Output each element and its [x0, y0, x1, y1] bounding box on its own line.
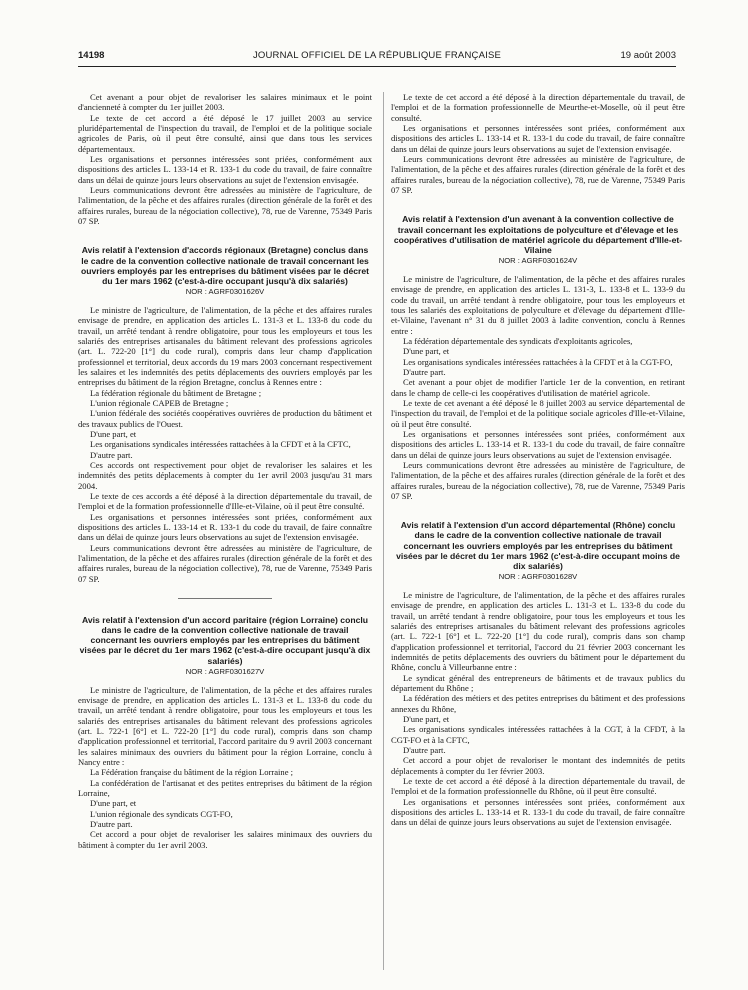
paragraph: D'une part, et: [90, 798, 137, 809]
paragraph: Cet avenant a pour objet de modifier l'article 1er de la convention, en retirant dans le champ de celle-ci les coopératives d'utilisation de matériel agricole.: [391, 377, 685, 398]
page-header: [78, 50, 676, 66]
paragraph: L'union régionale CAPEB de Bretagne ;: [90, 397, 229, 408]
paragraph: Leurs communications devront être adressées au ministère de l'agriculture, de l'alimentation, de la pêche et des affaires rurales (direction générale de la forêt et des affaires rurales, bureau de la négociation collective), 78, rue de Varenne, 75349 Paris 07 SP.: [391, 460, 685, 502]
paragraph: L'union régionale des syndicats CGT-FO,: [90, 808, 233, 819]
journal-title: JOURNAL OFFICIEL DE LA RÉPUBLIQUE FRANÇAISE: [252, 50, 502, 61]
paragraph: La confédération de l'artisanat et des petites entreprises du bâtiment de la région Lorraine,: [78, 777, 372, 799]
paragraph: D'autre part.: [90, 819, 133, 830]
paragraph: D'autre part.: [403, 366, 446, 377]
paragraph: Les organisations et personnes intéressées sont priées, conformément aux dispositions des articles L. 133-14 et R. 133-1 du code du travail, de faire connaître dans un délai de quinze jours leurs observations au sujet de l'extension envisagée.: [391, 428, 685, 460]
paragraph: Leurs communications devront être adressées au ministère de l'agriculture, de l'alimentation, de la pêche et des affaires rurales (direction générale de la forêt et des affaires rurales, bureau de la négociation collective), 78, rue de Varenne, 75349 Paris 07 SP.: [78, 542, 372, 584]
notice-title: Avis relatif à l'extension d'un avenant à la convention collective de travail concernant les exploitations de polyculture et d'élevage et les coopératives d'utilisation de matériel agricole du département d'Ille-et-Vilaine: [393, 214, 683, 255]
paragraph: Le texte de ces accords a été déposé à la direction départementale du travail, de l'emploi et de la formation professionnelle d'Ille-et-Vilaine, où il peut être consulté.: [78, 491, 372, 512]
paragraph: Le syndicat général des entrepreneurs de bâtiments et de travaux publics du département du Rhône ;: [391, 672, 685, 693]
paragraph: Le texte de cet avenant a été déposé le 8 juillet 2003 au service départemental de l'inspection du travail, de l'emploi et de la politique sociale agricoles d'Ille-et-Vilaine, où il peut être consulté.: [391, 397, 685, 429]
paragraph: Les organisations et personnes intéressées sont priées, conformément aux dispositions des articles L. 133-14 et R. 133-1 du code du travail, de faire connaître dans un délai de quinze jours leurs observations au sujet de l'extension envisagée.: [78, 154, 372, 185]
paragraph: Le ministre de l'agriculture, de l'alimentation, de la pêche et des affaires rurales envisage de prendre, en application des articles L. 131-3 et L. 133-8 du code du travail, un arrêté tendant à rendre obligatoire, pour tous les employeurs et tous les salariés des entreprises artisanales du bâtiment relevant des professions agricoles (art. L. 722-1 [6°] et L. 722-20 [1°] du code rural), compris dans son champ d'application professionnel et territorial, l'accord du 21 février 2003 concernant les indemnités de petits déplacements des ouvriers du bâtiment pour le département du Rhône, conclu à Villeurbanne entre :: [391, 589, 685, 673]
notice-lorraine: [78, 615, 372, 850]
paragraph: Le ministre de l'agriculture, de l'alimentation, de la pêche et des affaires rurales envisage de prendre, en application des articles L. 131-3 et L. 133-8 du code du travail, un arrêté tendant à rendre obligatoire, pour tous les employeurs et tous les salariés des entreprises artisanales du bâtiment relevant des professions agricoles (art. L. 722-1 [6°] et L. 722-20 [1°] du code rural), compris dans son champ d'application professionnel et territorial, l'accord paritaire du 9 avril 2003 concernant les salaires minimaux des ouvriers du bâtiment pour la région Lorraine, conclu à Nancy entre :: [78, 684, 372, 767]
paragraph: Le texte de cet accord a été déposé à la direction départementale du travail, de l'emploi et de la formation professionnelle du Rhône, où il peut être consulté.: [391, 776, 685, 797]
nor-reference: NOR : AGRF0301627V: [185, 666, 265, 676]
paragraph: D'autre part.: [403, 745, 446, 755]
section-gap: [391, 195, 685, 214]
notice-title: Avis relatif à l'extension d'accords régionaux (Bretagne) conclus dans le cadre de la convention collective nationale de travail concernant les ouvriers employés par les entreprises du bâtiment visées par le décret du 1er mars 1962 (c'est-à-dire occupant jusqu'à dix salariés): [80, 245, 370, 286]
notice-rhone: [391, 520, 685, 827]
paragraph: Les organisations et personnes intéressées sont priées, conformément aux dispositions des articles L. 133-14 et R. 133-1 du code du travail, de faire connaître dans un délai de quinze jours leurs observations au sujet de l'extension envisagée.: [78, 511, 372, 543]
column-separator: [383, 92, 384, 970]
paragraph: Les organisations syndicales intéressées rattachées à la CGT, à la CFDT, à la CGT-FO et à la CFTC,: [391, 724, 685, 745]
right-column: [391, 92, 685, 828]
paragraph: Cet accord a pour objet de revaloriser le montant des indemnités de petits déplacements à compter du 1er février 2003.: [391, 755, 685, 776]
paragraph: Les organisations et personnes intéressées sont priées, conformément aux dispositions des articles L. 133-14 et R. 133-1 du code du travail, de faire connaître dans un délai de quinze jours leurs observations au sujet de l'extension envisagée.: [391, 796, 685, 828]
paragraph: Ces accords ont respectivement pour objet de revaloriser les salaires et les indemnités des petits déplacements à compter du 1er avril 2003 jusqu'au 31 mars 2004.: [78, 460, 372, 491]
paragraph: La fédération régionale du bâtiment de Bretagne ;: [90, 387, 262, 398]
nor-reference: NOR : AGRF0301628V: [498, 571, 578, 581]
notice-title: Avis relatif à l'extension d'un accord départemental (Rhône) conclu dans le cadre de la convention collective nationale de travail concernant les ouvriers employés par les entreprises du bâtiment visées par le décret du 1er mars 1962 (c'est-à-dire occupant moins de dix salariés): [396, 520, 680, 571]
paragraph: D'une part, et: [90, 428, 137, 439]
paragraph: Le ministre de l'agriculture, de l'alimentation, de la pêche et des affaires rurales envisage de prendre, en application des articles L. 131-3 et L. 133-8 du code du travail, un arrêté tendant à rendre obligatoire, pour tous les employeurs et tous les salariés des entreprises artisanales du bâtiment relevant des professions agricoles (art. L. 722-20 [1°] du code rural), compris dans leur champ d'application professionnel et territorial, deux accords du 19 mars 2003 concernant respectivement les salaires et les indemnités des petits déplacements des ouvriers employés par les entreprises du bâtiment de la région Bretagne, conclus à Rennes entre :: [78, 304, 372, 388]
section-divider: [178, 598, 272, 599]
header-rule: [78, 66, 676, 67]
nor-reference: NOR : AGRF0301624V: [498, 255, 578, 265]
issue-date: 19 août 2003: [620, 50, 676, 61]
paragraph: Leurs communications devront être adressées au ministère de l'agriculture, de l'alimentation, de la pêche et des affaires rurales (direction générale de la forêt et des affaires rurales, bureau de la négociation collective), 78, rue de Varenne, 75349 Paris 07 SP.: [391, 154, 685, 196]
notice-title: Avis relatif à l'extension d'un accord paritaire (région Lorraine) conclu dans le cadre de la convention collective nationale de travail concernant les ouvriers employés par les entreprises du bâtiment visées par le décret du 1er mars 1962 (c'est-à-dire occupant jusqu'à dix salariés): [79, 615, 371, 666]
paragraph: Leurs communications devront être adressées au ministère de l'agriculture, de l'alimentation, de la pêche et des affaires rurales (direction générale de la forêt et des affaires rurales, bureau de la négociation collective), 78, rue de Varenne, 75349 Paris 07 SP.: [78, 185, 372, 227]
paragraph: D'une part, et: [403, 713, 450, 724]
paragraph: Le texte de cet accord a été déposé le 17 juillet 2003 au service pluridépartemental de l'inspection du travail, de l'emploi et de la politique sociale agricoles de Paris, où il peut être consulté, ainsi que dans tous les services départementaux.: [78, 112, 372, 154]
paragraph: Les organisations syndicales intéressées rattachées à la CFDT et à la CFTC,: [90, 439, 351, 450]
paragraph: D'autre part.: [90, 449, 133, 460]
paragraph: Le ministre de l'agriculture, de l'alimentation, de la pêche et des affaires rurales envisage de prendre, en application des articles L. 131-3, L. 133-8 et L. 133-9 du code du travail, un arrêté tendant à rendre obligatoire, pour tous les employeurs et tous les salariés des exploitations de polyculture et d'élevage du département d'Ille-et-Vilaine, l'avenant n° 31 du 8 juillet 2003 à ladite convention, conclu à Rennes entre :: [391, 273, 685, 336]
paragraph: Le texte de cet accord a été déposé à la direction départementale du travail, de l'emploi et de la formation professionnelle de Meurthe-et-Moselle, où il peut être consulté.: [391, 92, 685, 123]
page-number: 14198: [78, 50, 105, 61]
notice-ille-et-vilaine: [391, 214, 685, 501]
nor-reference: NOR : AGRF0301626V: [185, 286, 265, 296]
notice-bretagne: [78, 245, 372, 584]
paragraph: La Fédération française du bâtiment de la région Lorraine ;: [90, 767, 294, 778]
paragraph: La fédération départementale des syndicats d'exploitants agricoles,: [403, 335, 633, 346]
paragraph: La fédération des métiers et des petites entreprises du bâtiment et des professions annexes du Rhône,: [391, 693, 685, 714]
paragraph: Les organisations syndicales intéressées rattachées à la CFDT et à la CGT-FO,: [403, 356, 673, 367]
paragraph: Cet avenant a pour objet de revaloriser les salaires minimaux et le point d'ancienneté à compter du 1er juillet 2003.: [78, 92, 372, 113]
paragraph: L'union fédérale des sociétés coopératives ouvrières de production du bâtiment et des travaux publics de l'Ouest.: [78, 408, 372, 429]
paragraph: D'une part, et: [403, 346, 450, 357]
section-gap: [391, 501, 685, 520]
left-column: [78, 92, 372, 850]
paragraph: Cet accord a pour objet de revaloriser les salaires minimaux des ouvriers du bâtiment à compter du 1er avril 2003.: [78, 829, 372, 850]
section-gap: [78, 226, 372, 245]
paragraph: Les organisations et personnes intéressées sont priées, conformément aux dispositions des articles L. 133-14 et R. 133-1 du code du travail, de faire connaître dans un délai de quinze jours leurs observations au sujet de l'extension envisagée.: [391, 123, 685, 154]
